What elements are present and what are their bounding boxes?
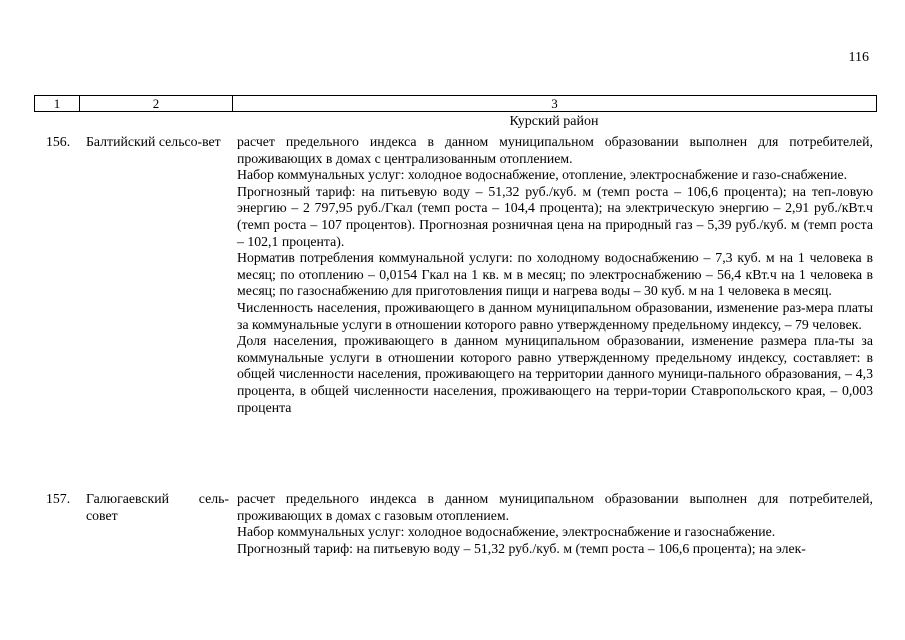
entry-municipality-name: Балтийский сельсо-вет — [86, 134, 221, 149]
column-description-header: 3 — [233, 96, 877, 112]
paragraph-calculation-basis: расчет предельного индекса в данном муниципальном образовании выполнен для потребителей, проживающих в домах с централизованным отоплением. — [237, 134, 873, 166]
paragraph-population-share: Доля населения, проживающего в данном муниципальном образовании, изменение размера пла-ты за коммунальные услуги в отношении которого равно утвержденному предельному индексу, составляет: в общей численности населения, проживающего на территории данного муници-пального образования, – 4,3 процента, в общей численности населения, проживающего на терри-тории Ставропольского края, – 0,003 процента — [237, 333, 873, 415]
paragraph-service-set: Набор коммунальных услуг: холодное водоснабжение, электроснабжение и газоснабжение. — [237, 524, 776, 540]
entry-number: 157. — [46, 491, 71, 506]
page-number: 116 — [848, 50, 869, 65]
paragraph-consumption-norm: Норматив потребления коммунальной услуги: по холодному водоснабжению – 7,3 куб. м на 1 человека в месяц; по отоплению – 0,0154 Гкал на 1 кв. м в месяц; по электроснабжению – 56,4 кВт.ч на 1 человека в месяц; по газоснабжению для приготовления пищи и нагрева воды – 30 куб. м на 1 человека в месяц. — [237, 250, 873, 299]
paragraph-population-count: Численность населения, проживающего в данном муниципальном образовании, изменение раз-мера платы за коммунальные услуги в отношении которого равно утвержденному предельному индексу, – 79 человек. — [237, 299, 873, 332]
paragraph-forecast-tariff: Прогнозный тариф: на питьевую воду – 51,32 руб./куб. м (темп роста – 106,6 процента); на теп-ловую энергию – 2 797,95 руб./Гкал (темп роста – 104,4 процента); на электрическую энергию – 2,91 руб./кВт.ч (темп роста – 107 процентов). Прогнозная розничная цена на природный газ – 5,39 руб./куб. м (темп роста – 102,1 процента). — [237, 183, 873, 249]
column-number-header: 1 — [35, 96, 80, 112]
region-title: Курский район — [509, 114, 599, 129]
paragraph-forecast-tariff: Прогнозный тариф: на питьевую воду – 51,32 руб./куб. м (темп роста – 106,6 процента); на элек- — [237, 540, 806, 556]
paragraph-calculation-basis: расчет предельного индекса в данном муниципальном образовании выполнен для потребителей, проживающих в домах с газовым отоплением. — [237, 491, 873, 523]
column-name-header: 2 — [80, 96, 233, 112]
entry-description — [237, 491, 873, 557]
entry-number: 156. — [46, 134, 71, 149]
entry-description — [237, 134, 873, 416]
paragraph-service-set: Набор коммунальных услуг: холодное водоснабжение, отопление, электроснабжение и газо-снабжение. — [237, 167, 848, 183]
entry-municipality-name: Галюгаевский сель-совет — [86, 491, 229, 523]
table-header — [34, 95, 877, 112]
